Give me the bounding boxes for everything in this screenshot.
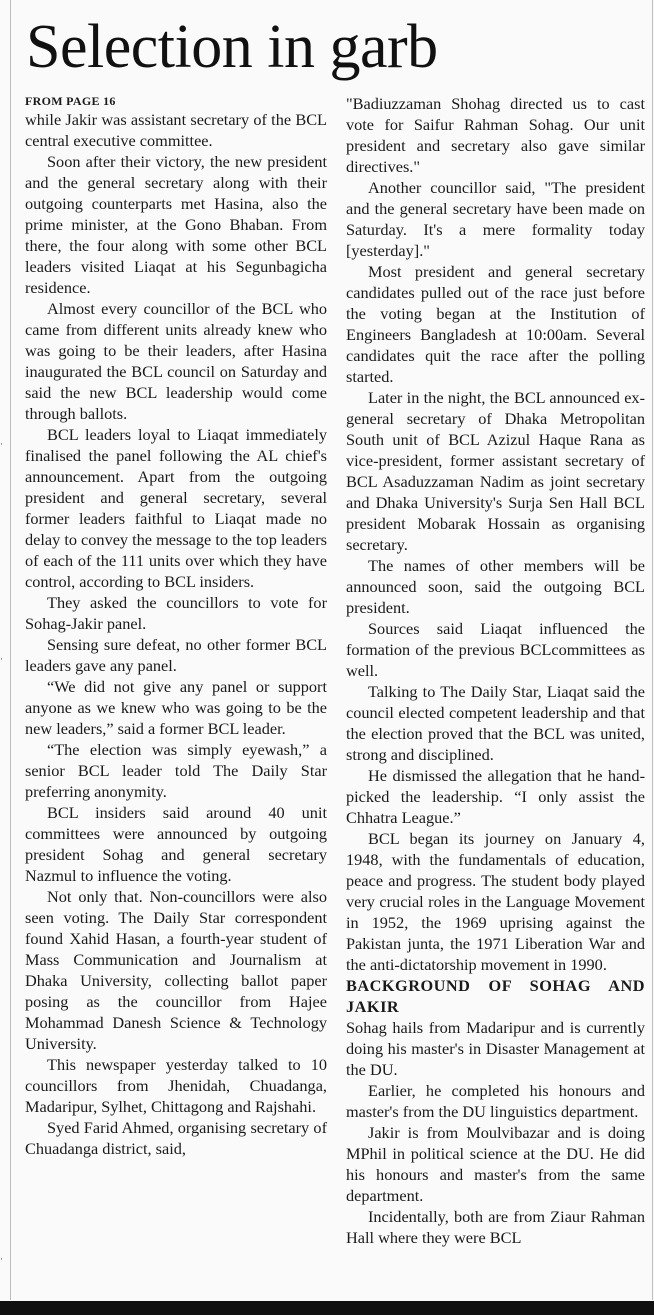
paragraph: Talking to The Daily Star, Liaqat said the council elected competent leadership and that the election proved that the BCL was united, strong and disciplined. [346, 682, 645, 764]
adjacent-page-mark: · [0, 440, 3, 450]
paragraph: Most president and general secretary candidates pulled out of the race just before the voting began at the Institution of Engineers Bangladesh at 10:00am. Several candidates quit the race after the polling started. [346, 262, 645, 386]
paragraph: Not only that. Non-councillors were also seen voting. The Daily Star correspondent found Xahid Hasan, a fourth-year student of Mass Communication and Journalism at Dhaka University, collecting ballot paper posing as the councillor from Hajee Mohammad Danesh Science & Technology University. [25, 887, 327, 1053]
page-bottom-border [0, 1301, 654, 1315]
paragraph: Incidentally, both are from Ziaur Rahman Hall where they were BCL [346, 1207, 645, 1247]
paragraph: BCL insiders said around 40 unit committees were announced by outgoing president Sohag and general secretary Nazmul to influence the voting. [25, 803, 327, 885]
paragraph: "Badiuzzaman Shohag directed us to cast vote for Saifur Rahman Sohag. Our unit president and secretary also gave similar directives." [346, 94, 645, 176]
paragraph: Sohag hails from Madaripur and is currently doing his master's in Disaster Management at the DU. [346, 1018, 645, 1079]
adjacent-page-mark: · [0, 655, 3, 665]
adjacent-page-mark: · [0, 1255, 3, 1265]
paragraph: They asked the councillors to vote for Sohag-Jakir panel. [25, 593, 327, 633]
page-edge-rule-right [652, 0, 653, 1300]
paragraph: The names of other members will be announced soon, said the outgoing BCL president. [346, 556, 645, 617]
paragraph: while Jakir was assistant secretary of the BCL central executive committee. [25, 110, 327, 150]
paragraph: Later in the night, the BCL announced ex-general secretary of Dhaka Metropolitan South unit of BCL Azizul Haque Rana as vice-president, former assistant secretary of BCL Asaduzzaman Nadim as joint secretary and Dhaka University's Surja Sen Hall BCL president Mobarak Hossain as organising secretary. [346, 388, 645, 554]
paragraph: Syed Farid Ahmed, organising secretary of Chuadanga district, said, [25, 1118, 327, 1158]
headline: Selection in garb [26, 13, 438, 81]
subhead: BACKGROUND OF SOHAG AND JAKIR [346, 976, 645, 1016]
paragraph: BCL leaders loyal to Liaqat immediately finalised the panel following the AL chief's announcement. Apart from the outgoing president and general secretary, several former leaders faithful to Liaqat made no delay to convey the message to the top leaders of each of the 111 units over which they have control, according to BCL insiders. [25, 425, 328, 591]
jump-line: FROM PAGE 16 [25, 94, 116, 108]
paragraph: Almost every councillor of the BCL who came from different units already knew who was going to be their leaders, after Hasina inaugurated the BCL council on Saturday and said the new BCL leadership would come through ballots. [25, 299, 327, 423]
paragraph: BCL began its journey on January 4, 1948, with the fundamentals of education, peace and progress. The student body played very crucial roles in the Language Movement in 1952, the 1969 uprising against the Pakistan junta, the 1971 Liberation War and the anti-dictatorship movement in 1990. [346, 829, 645, 974]
article-column-left [25, 93, 327, 1159]
paragraph: Jakir is from Moulvibazar and is doing MPhil in political science at the DU. He did his honours and master's from the same department. [346, 1123, 645, 1205]
paragraph: “We did not give any panel or support anyone as we knew who was going to be the new leaders,” said a former BCL leader. [25, 677, 327, 738]
paragraph: This newspaper yesterday talked to 10 councillors from Jhenidah, Chuadanga, Madaripur, Sylhet, Chittagong and Rajshahi. [25, 1055, 327, 1116]
article-column-right [346, 93, 645, 1248]
paragraph: Sensing sure defeat, no other former BCL leaders gave any panel. [25, 635, 327, 675]
paragraph: Sources said Liaqat influenced the formation of the previous BCLcommittees as well. [346, 619, 645, 680]
column-rule-left [10, 0, 11, 1300]
paragraph: Another councillor said, "The president and the general secretary have been made on Saturday. It's a mere formality today [yesterday]." [346, 178, 645, 260]
paragraph: Earlier, he completed his honours and master's from the DU linguistics department. [346, 1081, 645, 1121]
paragraph: Soon after their victory, the new president and the general secretary along with their outgoing counterparts met Hasina, also the prime minister, at the Gono Bhaban. From there, the four along with some other BCL leaders visited Liaqat at his Segunbagicha residence. [25, 152, 327, 297]
paragraph: He dismissed the allegation that he hand-picked the leadership. “I only assist the Chhatra League.” [346, 766, 645, 827]
paragraph: “The election was simply eyewash,” a senior BCL leader told The Daily Star preferring anonymity. [25, 740, 327, 801]
